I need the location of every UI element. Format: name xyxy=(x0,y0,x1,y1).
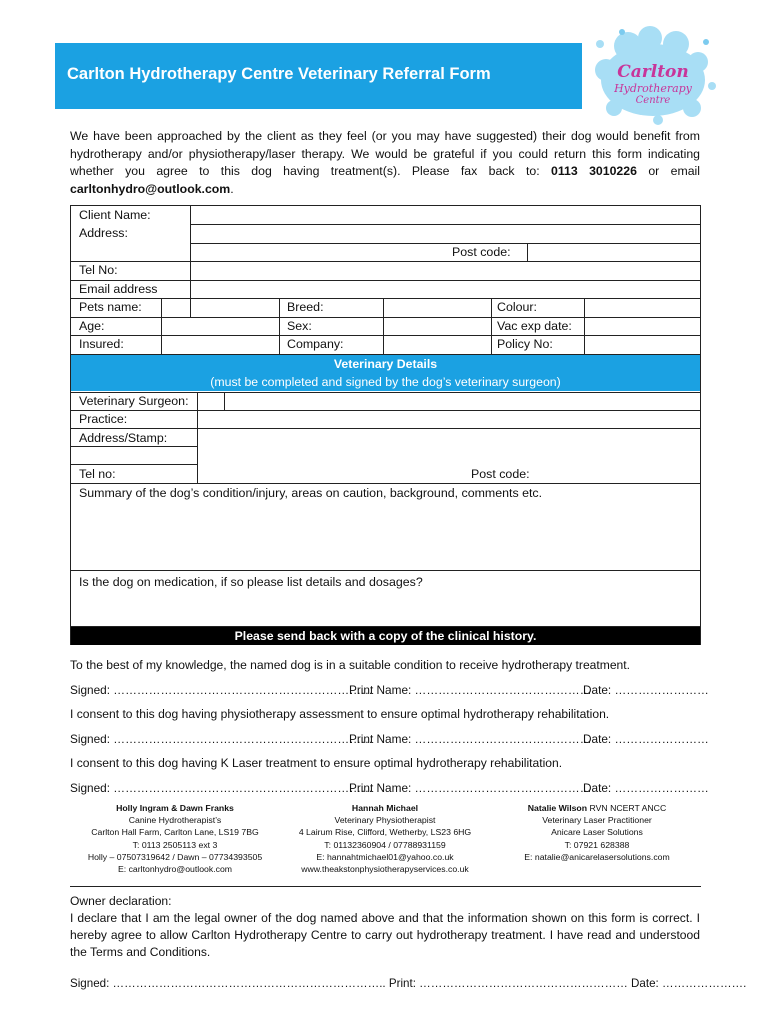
contact-role: Canine Hydrotherapist’s xyxy=(128,815,222,826)
client-name-field[interactable] xyxy=(191,206,700,224)
colour-label: Colour: xyxy=(497,300,537,314)
logo-text-line1: Carlton xyxy=(617,62,689,82)
contact-hydrotherapists xyxy=(70,802,280,875)
contact-physiotherapist xyxy=(280,802,490,875)
contact-address: Anicare Laser Solutions xyxy=(551,827,643,838)
signed-line-2[interactable]: Signed: ………………………………………………………… xyxy=(70,732,373,746)
section-divider xyxy=(70,886,701,887)
insured-label: Insured: xyxy=(79,337,124,351)
contact-address: 4 Lairum Rise, Clifford, Wetherby, LS23 6HG xyxy=(298,827,472,838)
intro-text: We have been approached by the client as they feel (or you may have suggested) their dog would benefit from hydrotherapy and/or physiotherapy/laser therapy. We would be grateful if you could return this form indicating whether you agree to this dog having treatment(s). Please fax back to: xyxy=(70,129,700,179)
intro-or-email: or email xyxy=(636,164,701,179)
date-line-2[interactable]: Date: …………………… xyxy=(583,732,709,746)
vet-post-code-label: Post code: xyxy=(471,467,530,481)
consent-statement-laser: I consent to this dog having K Laser treatment to ensure optimal hydrotherapy rehabilitation. xyxy=(70,756,563,770)
vet-surgeon-field[interactable] xyxy=(225,393,700,410)
carlton-logo xyxy=(588,22,718,127)
page-title: Carlton Hydrotherapy Centre Veterinary Referral Form xyxy=(67,65,491,83)
consent-statement-physiotherapy: I consent to this dog having physiotherapy assessment to ensure optimal hydrotherapy rehabilitation. xyxy=(70,707,610,721)
title-banner xyxy=(55,43,582,109)
vet-surgeon-label: Veterinary Surgeon: xyxy=(79,394,189,408)
signed-line-3[interactable]: Signed: ………………………………………………………… xyxy=(70,781,373,795)
medication-field[interactable] xyxy=(71,591,700,626)
contact-tel: T: 01132360904 / 07788931159 xyxy=(324,839,446,850)
print-name-line-2[interactable]: Print Name: ……………………………………… xyxy=(349,732,592,746)
veterinary-details-subtitle: (must be completed and signed by the dog’s veterinary surgeon) xyxy=(210,375,561,389)
owner-declaration xyxy=(70,893,747,992)
tel-no-field[interactable] xyxy=(191,262,700,280)
contact-website[interactable]: www.theakstonphysiotherapyservices.co.uk xyxy=(301,864,469,875)
address-stamp-field[interactable] xyxy=(198,429,700,483)
veterinary-details-title: Veterinary Details xyxy=(333,357,438,371)
logo-text-line3: Centre xyxy=(635,95,671,106)
vac-exp-date-label: Vac exp date: xyxy=(497,319,572,333)
medication-label: Is the dog on medication, if so please list details and dosages? xyxy=(79,575,423,589)
post-code-field[interactable] xyxy=(528,244,700,261)
contact-laser-practitioner xyxy=(492,802,702,863)
veterinary-details-band xyxy=(71,355,700,391)
contact-role: Veterinary Physiotherapist xyxy=(334,815,436,826)
contact-email[interactable]: E: carltonhydro@outlook.com xyxy=(117,864,233,875)
sex-label: Sex: xyxy=(287,319,312,333)
address-stamp-label: Address/Stamp: xyxy=(79,431,168,445)
contact-tel: T: 07921 628388 xyxy=(564,839,630,850)
owner-declaration-text: I declare that I am the legal owner of the dog named above and that the information shown on this form is correct. I hereby agree to allow Carlton Hydrotherapy Centre to carry out hydrotherapy treatment. I have read and understood the Terms and Conditions. xyxy=(70,911,700,959)
contact-name: Hannah Michael xyxy=(351,803,419,813)
contact-email[interactable]: E: natalie@anicarelasersolutions.com xyxy=(524,851,670,862)
date-line-3[interactable]: Date: …………………… xyxy=(583,781,709,795)
contact-name: Holly Ingram & Dawn Franks xyxy=(116,803,234,813)
intro-paragraph xyxy=(70,128,700,198)
contact-role: Veterinary Laser Practitioner xyxy=(542,815,652,826)
print-name-line-1[interactable]: Print Name: ……………………………………… xyxy=(349,683,592,697)
policy-no-label: Policy No: xyxy=(497,337,553,351)
tel-no-label: Tel No: xyxy=(79,263,118,277)
print-name-line-3[interactable]: Print Name: ……………………………………… xyxy=(349,781,592,795)
send-back-notice: Please send back with a copy of the clinical history. xyxy=(71,627,700,645)
intro-end: . xyxy=(230,181,234,196)
company-label: Company: xyxy=(287,337,344,351)
vet-tel-no-label: Tel no: xyxy=(79,467,116,481)
signed-line-1[interactable]: Signed: ………………………………………………………… xyxy=(70,683,373,697)
fax-number: 0113 3010226 xyxy=(551,164,637,179)
summary-field[interactable] xyxy=(71,502,700,570)
contact-name: Natalie Wilson xyxy=(527,803,588,813)
address-field[interactable] xyxy=(191,225,700,243)
address-label: Address: xyxy=(79,226,128,240)
contact-address: Carlton Hall Farm, Carlton Lane, LS19 7BG xyxy=(91,827,259,838)
contact-extra: Holly – 07507319642 / Dawn – 07734393505 xyxy=(87,851,263,862)
logo-text-line2: Hydrotherapy xyxy=(614,82,692,95)
consent-statement-hydrotherapy: To the best of my knowledge, the named dog is in a suitable condition to receive hydrotherapy treatment. xyxy=(70,658,630,672)
post-code-label: Post code: xyxy=(452,245,511,259)
practice-field[interactable] xyxy=(198,411,700,428)
pets-name-label: Pets name: xyxy=(79,300,142,314)
contact-qualifications: RVN NCERT ANCC xyxy=(587,803,667,813)
summary-label: Summary of the dog’s condition/injury, areas on caution, background, comments etc. xyxy=(79,486,543,500)
client-name-label: Client Name: xyxy=(79,208,151,222)
age-label: Age: xyxy=(79,319,105,333)
owner-declaration-title: Owner declaration: xyxy=(70,894,172,908)
referral-form-table xyxy=(70,205,701,645)
email-address-field[interactable] xyxy=(191,281,700,298)
owner-signature-line[interactable]: Signed: …………………………………………………………….. Print: ……………………………………………… Date: …………………. xyxy=(70,977,747,990)
practice-label: Practice: xyxy=(79,412,128,426)
email-address-label: Email address xyxy=(79,282,158,296)
contact-tel: T: 0113 2505113 ext 3 xyxy=(132,839,218,850)
date-line-1[interactable]: Date: …………………… xyxy=(583,683,709,697)
contact-email[interactable]: E: hannahtmichael01@yahoo.co.uk xyxy=(316,851,454,862)
contact-email[interactable]: carltonhydro@outlook.com xyxy=(70,181,231,196)
breed-label: Breed: xyxy=(287,300,324,314)
